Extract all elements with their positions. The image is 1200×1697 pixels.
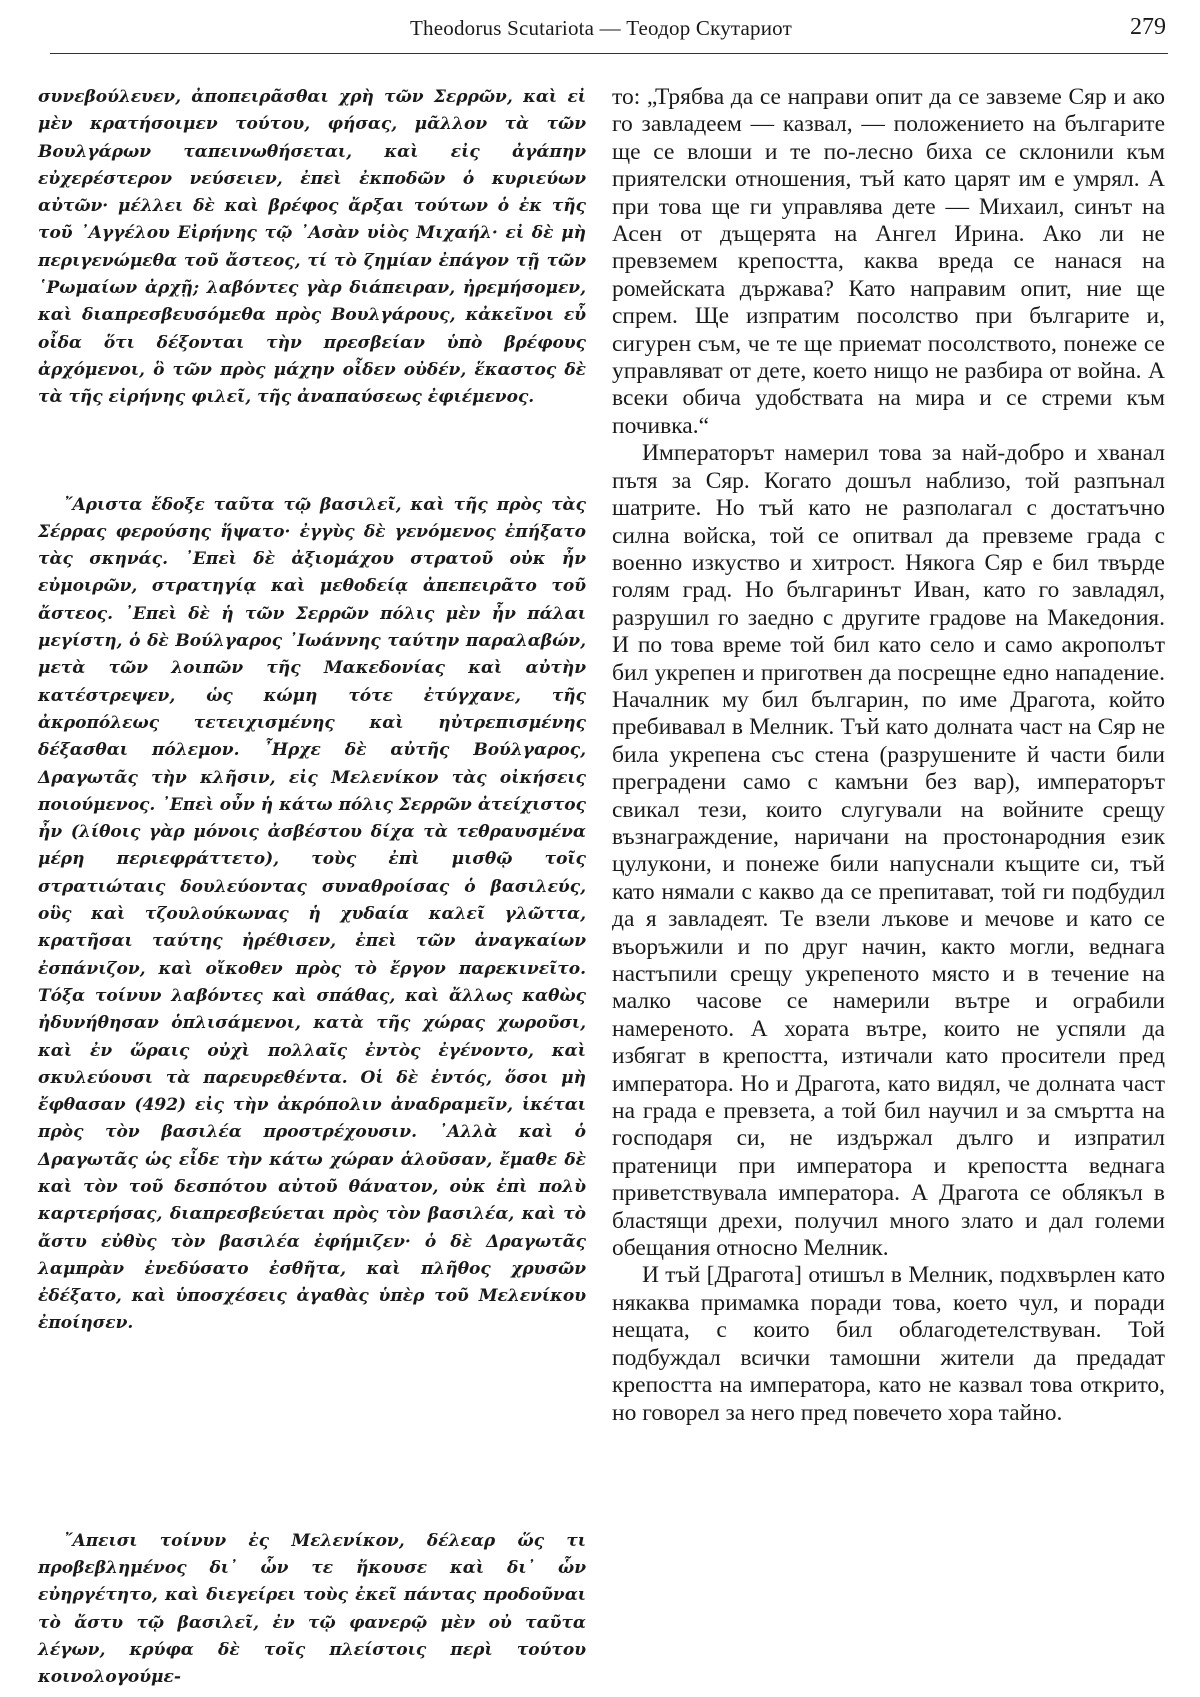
- running-title: Theodorus Scutariota — Теодор Скутариот: [410, 16, 792, 40]
- paragraph-spacer: [38, 1338, 586, 1528]
- greek-paragraph: συνεβούλευεν, ἀποπειρᾶσθαι χρὴ τῶν Σερρῶν, καὶ εἰ μὲν κρατήσοιμεν τούτου, φήσας, μᾶλλον τὰ τῶν Βουλγάρων ταπεινωθήσεται, καὶ εἰς ἀγάπην εὐχερέστερον νεύσειεν, ἐπεὶ ἐκποδῶν ὁ κυριεύων αὐτῶν· μέλλει δὲ καὶ βρέφος ἄρξαι τούτων ὁ ἐκ τῆς τοῦ ᾿Αγγέλου Εἰρήνης τῷ ᾿Ασὰν υἱὸς Μιχαήλ· εἰ δὲ μὴ περιγενώμεθα τοῦ ἄστεος, τί τὸ ζημίαν ἐπάγον τῇ τῶν ῾Ρωμαίων ἀρχῇ; λαβόντες γὰρ διάπειραν, ἠρεμήσομεν, καὶ διαπρεσβευσόμεθα πρὸς Βουλγάρους, κἀκεῖνοι εὖ οἶδα ὅτι δέξονται τὴν πρεσβείαν ὑπὸ βρέφους ἀρχόμενοι, ὃ τῶν πρὸς μάχην οἶδεν οὐδέν, ἕκαστος δὲ τὰ τῆς εἰρήνης φιλεῖ, τῆς ἀναπαύσεως ἐφιέμενος.: [38, 87, 586, 408]
- greek-paragraph: ῎Αριστα ἔδοξε ταῦτα τῷ βασιλεῖ, καὶ τῆς πρὸς τὰς Σέρρας φερούσης ἥψατο· ἐγγὺς δὲ γενόμενος ἐπήξατο τὰς σκηνάς. ᾿Επεὶ δὲ ἀξιομάχου στρατοῦ οὐκ ἦν εὐμοιρῶν, στρατηγίᾳ καὶ μεθοδείᾳ ἀπεπειρᾶτο τοῦ ἄστεος. ᾿Επεὶ δὲ ἡ τῶν Σερρῶν πόλις μὲν ἦν πάλαι μεγίστη, ὁ δὲ Βούλγαρος ᾿Ιωάννης ταύτην παραλαβών, μετὰ τῶν λοιπῶν τῆς Μακεδονίας καὶ αὐτὴν κατέστρεψεν, ὡς κώμη τότε ἐτύγχανε, τῆς ἀκροπόλεως τετειχισμένης καὶ ηὐτρεπισμένης δέξασθαι πόλεμον. ῏Ηρχε δὲ αὐτῆς Βούλγαρος, Δραγωτᾶς τὴν κλῆσιν, εἰς Μελενίκον τὰς οἰκήσεις ποιούμενος. ᾿Επεὶ οὖν ἡ κάτω πόλις Σερρῶν ἀτείχιστος ἦν (λίθοις γὰρ μόνοις ἀσβέστου δίχα τὰ τεθραυσμένα μέρη περιεφράττετο), τοὺς ἐπὶ μισθῷ τοῖς στρατιώταις δουλεύοντας συναθροίσας ὁ βασιλεύς, οὓς καὶ τζουλούκωνας ἡ χυδαία καλεῖ γλῶττα, κρατῆσαι ταύτης ἠρέθισεν, ἐπεὶ τῶν ἀναγκαίων ἐσπάνιζον, καὶ οἴκοθεν πρὸς τὸ ἔργον παρεκινεῖτο. Τόξα τοίνυν λαβόντες καὶ σπάθας, καὶ ἄλλως καθὼς ἠδυνήθησαν ὁπλισάμενοι, κατὰ τῆς χώρας χωροῦσι, καὶ ἐν ὥραις οὐχὶ πολλαῖς ἐντὸς ἐγένοντο, καὶ σκυλεύουσι τὰ παρευρεθέντα. Οἱ δὲ ἐντός, ὅσοι μὴ ἔφθασαν (492) εἰς τὴν ἀκρόπολιν ἀναδραμεῖν, ἱκέται πρὸς τὸν βασιλέα προστρέχουσιν. ᾿Αλλὰ καὶ ὁ Δραγωτᾶς ὡς εἶδε τὴν κάτω χώραν ἁλοῦσαν, ἔμαθε δὲ καὶ τὸν τοῦ δεσπότου αὐτοῦ θάνατον, οὐκ ἐπὶ πολὺ καρτερήσας, διαπρεσβεύεται πρὸς τὸν βασιλέα, καὶ τὸ ἄστυ εὐθὺς τὸν βασιλέα ἐφήμιζεν· ὁ δὲ Δραγωτᾶς λαμπρὰν ἐνεδύσατο ἐσθῆτα, καὶ πλῆθος χρυσῶν ἐδέξατο, καὶ ὑποσχέσεις ἀγαθὰς ὑπὲρ τοῦ Μελενίκου ἐποίησεν.: [38, 494, 586, 1334]
- bulgarian-translation-column: [612, 84, 1165, 1427]
- page-number: 279: [1130, 14, 1166, 40]
- header-rule: [50, 53, 1168, 54]
- bulgarian-paragraph: то: „Трябва да се направи опит да се завземе Сяр и ако го завладеем — казвал, — положението на българите ще се влоши и те по-лесно биха се склонили към приятелски отношения, тъй като царят им е умрял. А при това ще ги управлява дете — Михаил, синът на Асен от дъщерята на Ангел Ирина. Ако ли не превземем крепостта, каква вреда се нанася на ромейската държава? Като направим опит, ние ще спрем. Ще изпратим посолство при българите и, сигурен съм, че те ще приемат посолството, понеже се управляват от дете, което нищо не разбира от война. А всеки обича удобствата на мира и се стреми към почивка.“: [612, 84, 1165, 439]
- paragraph-spacer: [38, 412, 586, 492]
- greek-paragraph: ῎Απεισι τοίνυν ἐς Μελενίκον, δέλεαρ ὥς τι προβεβλημένος δι᾿ ὧν τε ἤκουσε καὶ δι᾿ ὧν εὐηργέτητο, καὶ διεγείρει τοὺς ἐκεῖ πάντας προδοῦναι τὸ ἄστυ τῷ βασιλεῖ, ἐν τῷ φανερῷ μὲν οὐ ταῦτα λέγων, κρύφα δὲ τοῖς πλείστοις περὶ τούτου κοινολογούμε-: [38, 1530, 586, 1688]
- greek-text-column: [38, 84, 586, 1692]
- bulgarian-paragraph: Императорът намерил това за най-добро и хванал пътя за Сяр. Когато дошъл наблизо, той разпънал шатрите. Но тъй като не разполагал с достатъчно силна войска, той се опитвал да превземе града с военно изкуство и хитрост. Някога Сяр е бил твърде голям град. Но българинът Иван, като го завладял, разрушил го заедно с другите градове на Македония. И по това време той бил като село и само акрополът бил укрепен и приготвен да посрещне едно нападение. Началник му бил българин, по име Драгота, който пребивавал в Мелник. Тъй като долната част на Сяр не била укрепена със стена (разрушените й части били преградени само с камъни без вар), императорът свикал тези, които слугували на войните срещу възнаграждение, наричани на простонародния език цулукони, и понеже били напуснали къщите си, тъй като нямали с какво да се препитават, той ги подбудил да я завладеят. Те взели лъкове и мечове и като се въоръжили и по друг начин, както могли, веднага настъпили срещу укрепеното място и в течение на малко часове се намерили вътре и ограбили намереното. А хората вътре, които не успяли да избягат в крепостта, изтичали като просители пред императора. Но и Драгота, като видял, че долната част на града е превзета, а той бил научил и за смъртта на господаря си, не издържал дълго и изпратил пратеници при императора и крепостта веднага приветствувала императора. А Драгота се облякъл в бластящи дрехи, получил много злато и дал големи обещания относно Мелник.: [612, 440, 1165, 1262]
- page-header: [36, 0, 1166, 46]
- bulgarian-paragraph: И тъй [Драгота] отишъл в Мелник, подхвърлен като някаква примамка поради това, което чул, и поради нещата, с които бил облагодетелствуван. Той подбуждал всички тамошни жители да предадат крепостта на императора, като не казвал това открито, но говорел за него пред повечето хора тайно.: [612, 1262, 1165, 1426]
